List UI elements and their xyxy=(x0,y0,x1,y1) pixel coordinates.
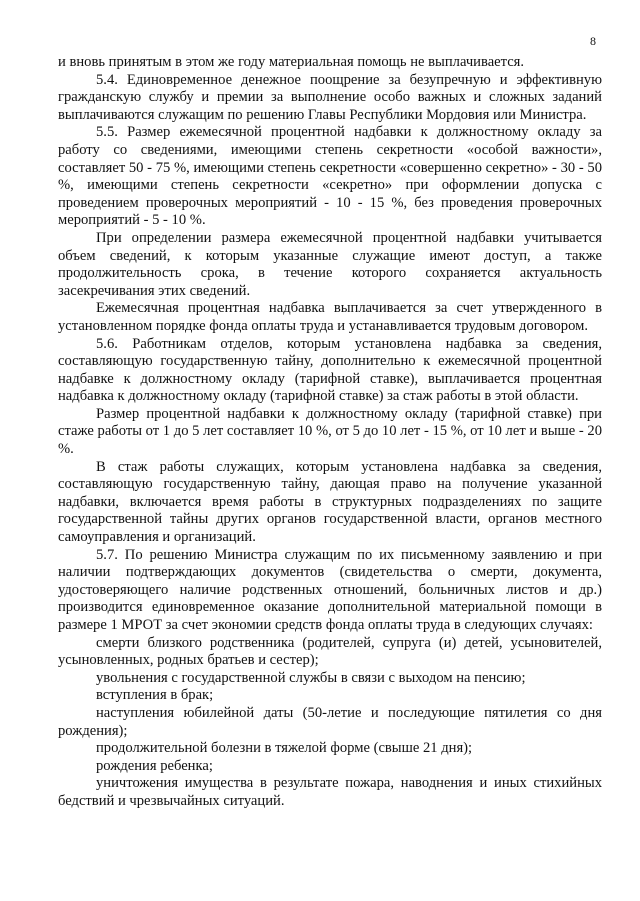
list-item: вступления в брак; xyxy=(96,687,214,704)
paragraph-5-6: 5.6. Работникам отделов, которым установлена надбавка за сведения, составляющую государственную тайну, дополнительно к ежемесячной процентной надбавке к должностному окладу (тарифной ставке), выплачивается процентная надбавка к должностному окладу (тарифной ставке) за стаж работы в этой области. xyxy=(58,335,602,405)
document-body xyxy=(58,54,602,811)
paragraph-5-5: 5.5. Размер ежемесячной процентной надбавки к должностному окладу за работу со сведениями, имеющими степень секретности «особой важности», составляет 50 - 75 %, имеющими степень секретности «совершенно секретно» - 30 - 50 %, имеющими степень секретности «секретно» при оформлении допуска с проведением проверочных мероприятий - 10 - 15 %, без проведения проверочных мероприятий - 5 - 10 %. xyxy=(58,124,602,229)
paragraph-secrecy-volume: При определении размера ежемесячной процентной надбавки учитывается объем сведений, к которым указанные служащие имеют доступ, а также продолжительность срока, в течение которого сохраняется актуальность засекречивания этих сведений. xyxy=(58,229,602,299)
page-number: 8 xyxy=(590,34,596,48)
paragraph-continuation: и вновь принятым в этом же году материальная помощь не выплачивается. xyxy=(58,54,525,70)
paragraph-payment-source: Ежемесячная процентная надбавка выплачивается за счет утвержденного в установленном порядке фонда оплаты труда и устанавливается трудовым договором. xyxy=(58,300,602,334)
list-item: уничтожения имущества в результате пожара, наводнения и иных стихийных бедствий и чрезвычайных ситуаций. xyxy=(58,775,602,809)
list-item: увольнения с государственной службы в связи с выходом на пенсию; xyxy=(96,669,526,686)
list-item: продолжительной болезни в тяжелой форме (свыше 21 дня); xyxy=(96,740,473,757)
list-item: смерти близкого родственника (родителей, супруга (и) детей, усыновителей, усыновленных, родных братьев и сестер); xyxy=(58,634,602,669)
paragraph-5-7: 5.7. По решению Министра служащим по их письменному заявлению и при наличии подтверждающих документов (свидетельства о смерти, документа, удостоверяющего наличие родственных отношений, больничных листов и др.) производится единовременное оказание дополнительной материальной помощи в размере 1 МРОТ за счет экономии средств фонда оплаты труда в следующих случаях: xyxy=(58,546,602,633)
list-item: наступления юбилейной даты (50-летие и последующие пятилетия со дня рождения); xyxy=(58,704,602,739)
paragraph-5-4: 5.4. Единовременное денежное поощрение за безупречную и эффективную гражданскую службу и премии за выполнение особо важных и сложных заданий выплачиваются служащим по решению Главы Республики Мордовия или Министра. xyxy=(58,71,602,123)
list-item: рождения ребенка; xyxy=(96,757,213,774)
paragraph-seniority-inclusion: В стаж работы служащих, которым установлена надбавка за сведения, составляющую государственную тайну, дающая право на получение указанной надбавки, включается время работы в структурных подразделениях по защите государственной тайны других органов государственной власти, органов местного самоуправления и организаций. xyxy=(58,458,602,546)
paragraph-seniority-rates: Размер процентной надбавки к должностному окладу (тарифной ставке) при стаже работы от 1 до 5 лет составляет 10 %, от 5 до 10 лет - 15 %, от 10 лет и выше - 20 %. xyxy=(58,405,602,458)
